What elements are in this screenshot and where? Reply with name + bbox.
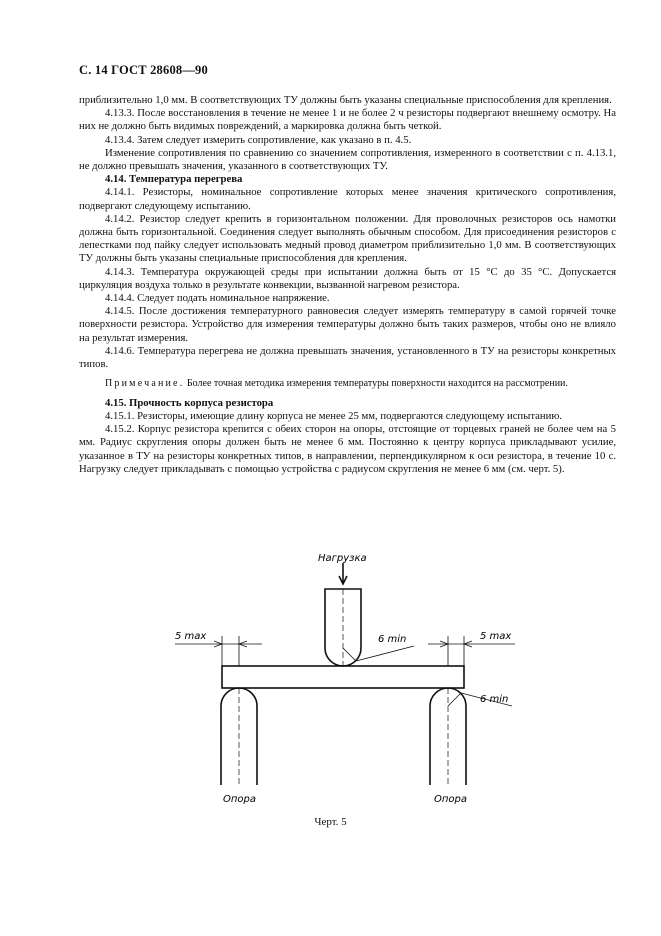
- paragraph: 4.14.1. Резисторы, номинальное сопротивление которых менее значения критического сопротивления, подвергают следующему испытанию.: [79, 186, 616, 212]
- paragraph: 4.15.2. Корпус резистора крепится с обеих сторон на опоры, отстоящие от торцевых граней не более чем на 5 мм. Радиус скругления опоры должен быть не менее 6 мм. Постоянно к центру корпуса прикладывают усилие, указанное в ТУ на резисторы конкретных типов, в направлении, перпендикулярном к оси резистора, в течение 10 с. Нагрузку следует прикладывать с помощью устройства с радиусом скругления не менее 6 мм (см. черт. 5).: [79, 423, 616, 475]
- paragraph: 4.14.6. Температура перегрева не должна превышать значения, установленного в ТУ на резисторы конкретных типов.: [79, 344, 616, 371]
- test-fixture-drawing: [160, 548, 530, 818]
- radius-leader-piston: [356, 646, 414, 661]
- load-label: Нагрузка: [318, 553, 367, 564]
- paragraph: 4.15.1. Резисторы, имеющие длину корпуса не менее 25 мм, подвергаются следующему испытанию.: [105, 410, 562, 423]
- dim-label-left: 5 max: [175, 631, 207, 642]
- body-text: [79, 94, 616, 476]
- page-header: С. 14 ГОСТ 28608—90: [79, 63, 208, 77]
- dim-label-right: 5 max: [480, 631, 512, 642]
- resistor-body: [222, 666, 464, 688]
- section-heading: 4.14. Температура перегрева: [105, 173, 243, 186]
- paragraph: 4.14.4. Следует подать номинальное напряжение.: [105, 292, 330, 305]
- paragraph: приблизительно 1,0 мм. В соответствующих ТУ должны быть указаны специальные приспособления для крепления.: [79, 94, 612, 106]
- radius-leader-support: [448, 693, 461, 706]
- note-label: Примечание.: [105, 378, 185, 390]
- paragraph: 4.14.5. После достижения температурного равновесия следует измерять температуру в самой горячей точке поверхности резистора. Устройство для измерения температуры должно быть таких размеров, чтобы оно не влияло на результат измерения.: [79, 305, 616, 344]
- figure-caption: Черт. 5: [314, 816, 347, 828]
- section-heading: 4.15. Прочность корпуса резистора: [105, 396, 274, 409]
- radius-label-piston: 6 min: [378, 634, 407, 645]
- paragraph: Изменение сопротивления по сравнению со значением сопротивления, измеренного в соответствии с п. 4.13.1, не должно превышать значения, указанного в соответствующих ТУ.: [79, 146, 616, 173]
- note-text: Более точная методика измерения температуры поверхности находится на рассмотрении.: [184, 378, 568, 390]
- radius-leader-piston: [343, 648, 356, 661]
- paragraph: 4.13.4. Затем следует измерить сопротивление, как указано в п. 4.5.: [105, 133, 412, 146]
- note: [79, 378, 616, 391]
- support-label-left: Опора: [223, 794, 257, 805]
- paragraph: 4.13.3. После восстановления в течение не менее 1 и не более 2 ч резисторы подвергают внешнему осмотру. На них не должно быть видимых повреждений, а маркировка должна быть четкой.: [79, 107, 616, 133]
- paragraph: 4.14.2. Резистор следует крепить в горизонтальном положении. Для проволочных резисторов ось намотки должна быть горизонтальной. Соединения следует выполнять обычным способом. Для присоединения резисторов с лепестками под пайку следует использовать медный провод диаметром приблизительно 1,0 мм. В соответствующих ТУ должны быть указаны специальные приспособления для крепления.: [79, 212, 616, 265]
- paragraph: 4.14.3. Температура окружающей среды при испытании должна быть от 15 °С до 35 °С. Допускается циркуляция воздуха только в результате конвекции, вызванной нагревом резистора.: [79, 265, 616, 291]
- radius-label-support: 6 min: [480, 694, 509, 705]
- support-label-right: Опора: [434, 794, 468, 805]
